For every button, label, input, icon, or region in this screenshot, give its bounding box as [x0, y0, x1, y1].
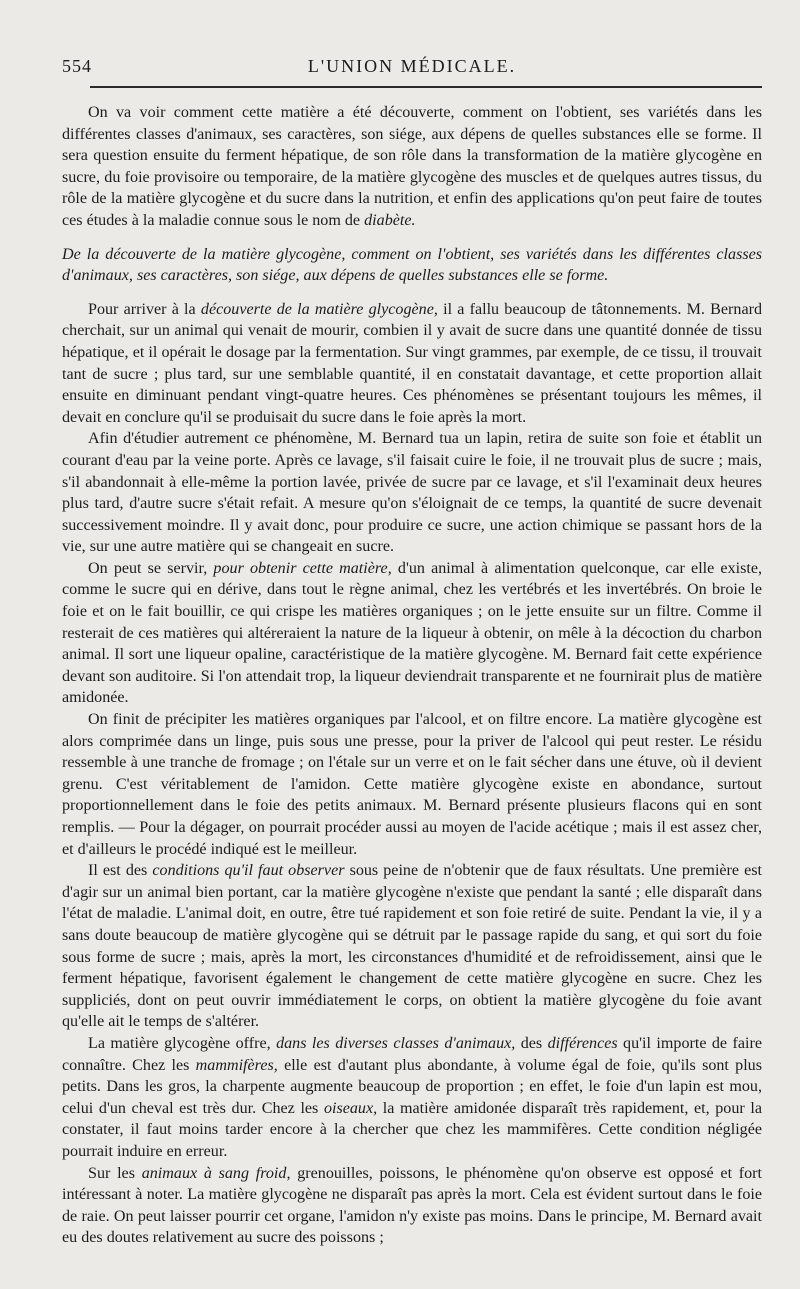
journal-title: L'UNION MÉDICALE. [307, 56, 517, 76]
paragraph-animal-classes: La matière glycogène offre, dans les diverses classes d'animaux, des différences qu'il importe de faire connaître. Chez les mammifères, elle est d'autant plus abondante, à volume égal de foie, qu'ils sont plus petits. Dans les gros, la charpente augmente beaucoup de proportion ; en effet, le foie d'un lapin est mou, celui d'un cheval est très dur. Chez les oiseaux, la matière amidonée disparaît très rapidement, et, pour la constater, il faut moins tarder encore à la chercher que chez les mammifères. Cette condition négligée pourrait induire en erreur. [62, 1034, 762, 1160]
paragraph-precipitation: On finit de précipiter les matières organiques par l'alcool, et on filtre encore. La matière glycogène est alors comprimée dans un linge, puis sous une presse, pour la priver de l'alcool qui peut rester. Le résidu ressemble à une tranche de fromage ; on l'étale sur un verre et on le fait sécher dans une étuve, où il devient grenu. C'est véritablement de l'amidon. Cette matière glycogène existe en abondance, surtout proportionnellement dans le foie des petits animaux. M. Bernard présente plusieurs flacons qui en sont remplis. — Pour la dégager, on pourrait procéder aussi au moyen de l'acide acétique ; mais il est assez cher, et d'ailleurs le procédé indiqué est le meilleur. [62, 711, 762, 858]
article-body [62, 102, 762, 1249]
header-rule [90, 86, 762, 88]
paragraph-experiment: Afin d'étudier autrement ce phénomène, M. Bernard tua un lapin, retira de suite son foie et établit un courant d'eau par la veine porte. Après ce lavage, s'il faisait cuire le foie, il ne trouvait plus de sucre ; mais, s'il abandonnait à elle-même la portion lavée, privée de sucre par ce lavage, et s'il l'examinait deux heures plus tard, d'autre sucre s'était refait. A mesure qu'on s'éloignait de ce temps, la quantité de sucre devenait successivement moindre. Il y avait donc, pour produire ce sucre, une action chimique se passant hors de la vie, sur une autre matière qui se changeait en sucre. [62, 430, 762, 556]
intro-paragraph: On va voir comment cette matière a été découverte, comment on l'obtient, ses variétés dans les différentes classes d'animaux, ses caractères, son siége, aux dépens de quelles substances elle se forme. Il sera question ensuite du ferment hépatique, de son rôle dans la transformation de la matière glycogène en sucre, du foie provisoire ou temporaire, de la matière glycogène des muscles et de quelques autres tissus, du rôle de la matière glycogène et du sucre dans la nutrition, et enfin des applications qu'on peut faire de toutes ces études à la maladie connue sous le nom de diabète. [62, 104, 762, 229]
running-head [62, 52, 762, 82]
paragraph-cold-blooded: Sur les animaux à sang froid, grenouilles, poissons, le phénomène qu'on observe est opposé et fort intéressant à noter. La matière glycogène ne disparaît pas après la mort. Cela est évident surtout dans le foie de raie. On peut laisser pourrir cet organe, l'amidon n'y existe pas moins. Dans le principe, M. Bernard avait eu des doutes relativement au sucre des poissons ; [62, 1164, 763, 1247]
paragraph-discovery: Pour arriver à la découverte de la matière glycogène, il a fallu beaucoup de tâtonnements. M. Bernard cherchait, sur un animal qui venait de mourir, combien il y avait de sucre dans une quantité donnée de tissu hépatique, et il opérait le dosage par la fermentation. Sur vingt grammes, par exemple, de ce tissu, il trouvait tant de sucre ; plus tard, sur une semblable quantité, il en constatait davantage, et cette proportion allait ensuite en diminuant pendant vingt-quatre heures. Ces phénomènes se présentant toujours les mêmes, il devait en conclure qu'il se produisait du sucre dans le foie après la mort. [62, 300, 762, 426]
intro-emphasis: diabète. [364, 211, 416, 229]
paragraph-obtaining: On peut se servir, pour obtenir cette matière, d'un animal à alimentation quelconque, car elle existe, comme le sucre qui en dérive, dans tout le règne animal, chez les vertébrés et les invertébrés. On broie le foie et on le fait bouillir, ce qui crispe les matières organiques ; on le jette ensuite sur un filtre. Comme il resterait de ces matières qui altéreraient la nature de la liqueur à obtenir, on mêle à la décoction du charbon animal. Il sort une liqueur opaline, caractéristique de la matière glycogène. M. Bernard fait cette expérience devant son auditoire. Si l'on attendait trop, la liqueur deviendrait transparente et ne fournirait plus de matière amidonée. [62, 559, 762, 707]
section-heading: De la découverte de la matière glycogène, comment on l'obtient, ses variétés dans les différentes classes d'animaux, ses caractères, son siége, aux dépens de quelles substances elle se forme. [62, 245, 762, 285]
paragraph-conditions: Il est des conditions qu'il faut observer sous peine de n'obtenir que de faux résultats. Une première est d'agir sur un animal bien portant, car la matière glycogène n'existe que pendant la santé ; elle disparaît dans l'état de maladie. L'animal doit, en outre, être tué rapidement et son foie retiré de suite. Pendant la vie, il y a sans doute beaucoup de matière glycogène qui se détruit par le passage rapide du sang, et qui sort du foie sous forme de sucre ; mais, après la mort, les circonstances d'humidité et de refroidissement, ainsi que le ferment hépatique, favorisent également le changement de cette matière glycogène en sucre. Chez les suppliciés, dont on peut ouvrir immédiatement le corps, on obtient la matière glycogène du foie avant qu'elle ait le temps de s'altérer. [62, 862, 763, 1031]
page-number: 554 [62, 56, 92, 76]
